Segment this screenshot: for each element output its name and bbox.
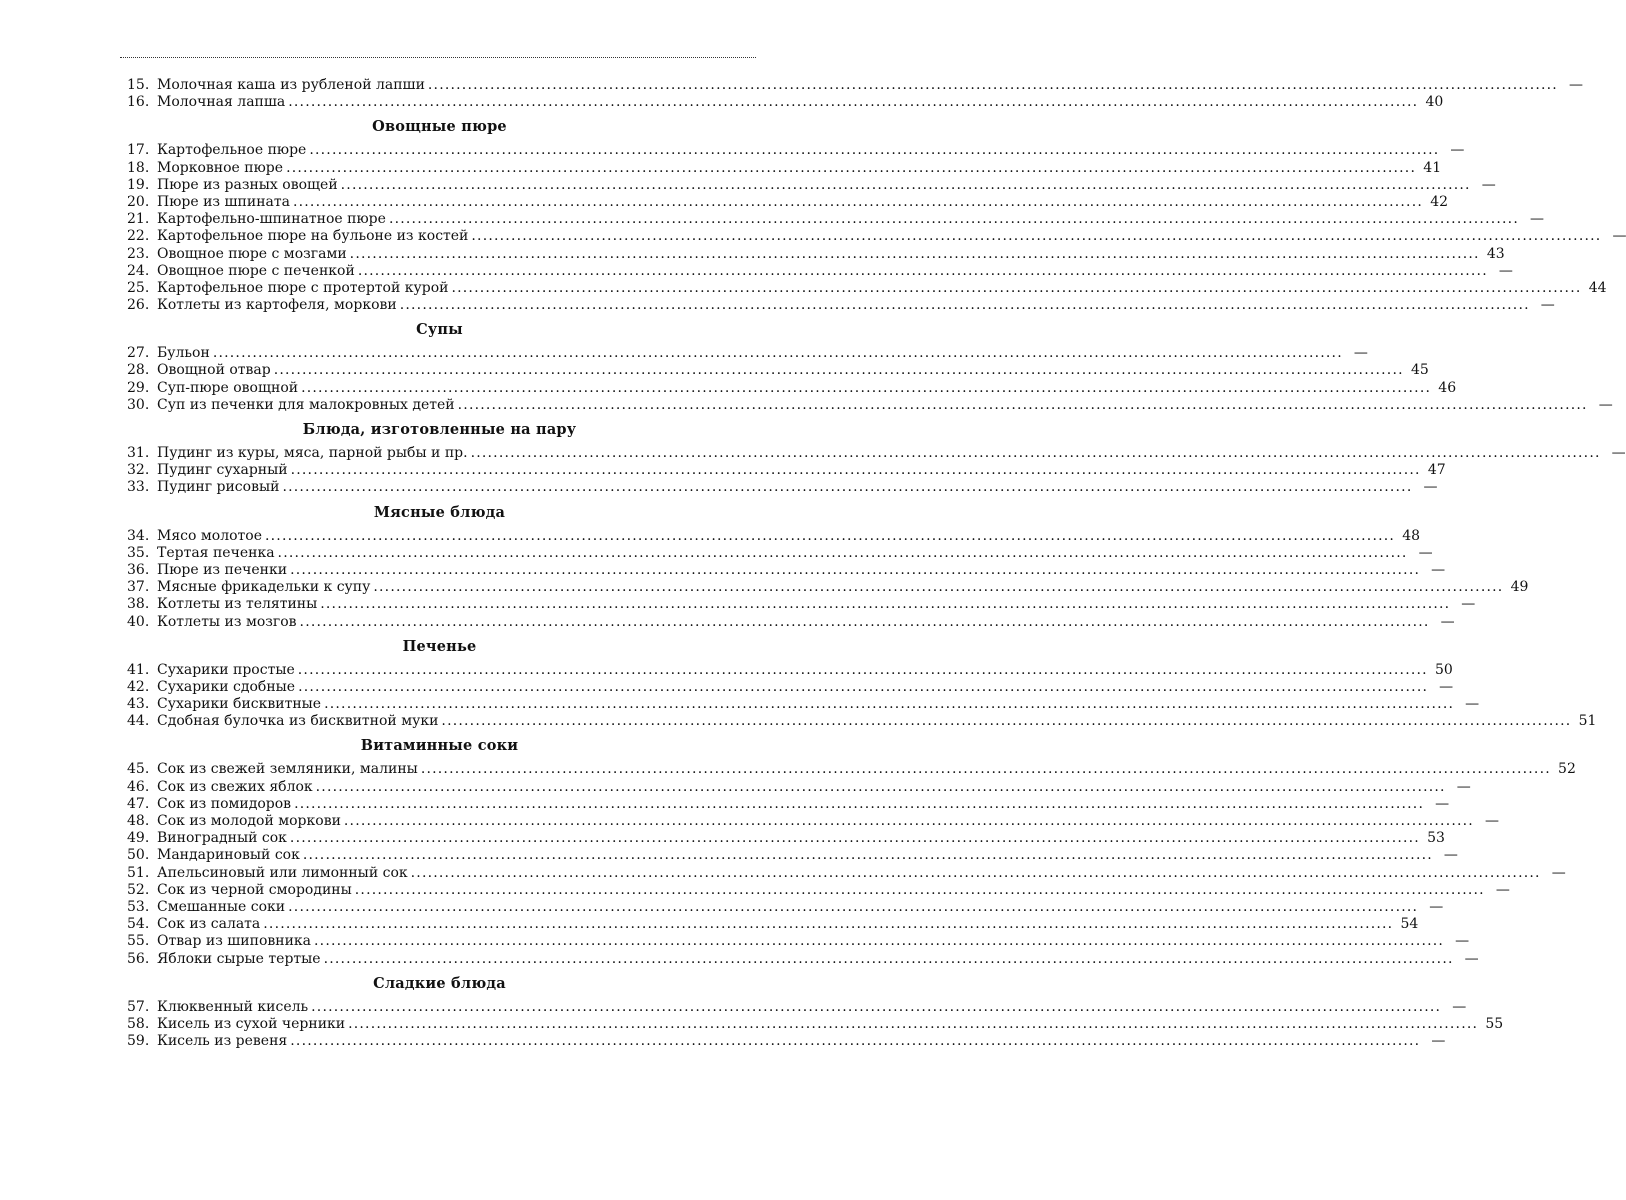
section-title: Мясные блюда: [373, 503, 506, 521]
entry-page-number: —: [1568, 77, 1583, 93]
entry-number: 43.: [127, 696, 150, 713]
entry-number: 53.: [127, 898, 150, 915]
entry-page-number: —: [1461, 596, 1476, 613]
entry-page-number: 45: [1410, 362, 1429, 379]
toc-entry: [127, 830, 1445, 847]
entry-page-number: —: [1440, 613, 1455, 630]
entry-page-number: —: [1484, 813, 1499, 829]
toc-entry: [127, 596, 1476, 613]
dot-leader: ........................................................................................................................................................................................................: [388, 211, 1519, 228]
toc-entry: [127, 445, 1626, 462]
entry-page-number: 42: [1430, 193, 1449, 210]
entry-title: Молочная каша из рубленой лапши: [157, 77, 425, 93]
toc-entry: [127, 396, 1613, 414]
entry-title: Картофельное пюре на бульоне из костей: [157, 228, 469, 245]
toc-section: [127, 637, 1597, 731]
entry-page-number: —: [1611, 445, 1626, 461]
entry-page-number: —: [1450, 142, 1465, 159]
entry-page-number: 53: [1427, 830, 1445, 847]
entry-page-number: —: [1598, 396, 1613, 413]
toc-entry: [127, 142, 1465, 159]
dot-leader: ........................................................................................................................................................................................................: [290, 561, 1421, 578]
entry-page-number: 48: [1402, 527, 1421, 544]
dot-leader: ........................................................................................................................................................................................................: [324, 696, 1455, 713]
entry-title: Пудинг из куры, мяса, парной рыбы и пр.: [157, 445, 468, 461]
entry-number: 47.: [127, 795, 150, 812]
toc-entry: [127, 613, 1455, 631]
entry-number: 22.: [127, 228, 150, 245]
entry-page-number: 55: [1485, 1015, 1504, 1032]
entry-number: 44.: [127, 713, 150, 730]
entry-title: Виноградный сок: [157, 830, 287, 847]
dot-leader: ........................................................................................................................................................................................................: [297, 661, 1428, 678]
entry-title: Картофельное пюре: [157, 142, 307, 159]
dot-leader: ........................................................................................................................................................................................................: [420, 761, 1551, 778]
dot-leader: ........................................................................................................................................................................................................: [298, 678, 1429, 695]
entry-page-number: 43: [1486, 245, 1505, 262]
entry-title: Сок из черной смородины: [157, 881, 352, 898]
toc-entry: [127, 950, 1479, 968]
entry-page-number: —: [1540, 297, 1555, 314]
entry-title: Картофельно-шпинатное пюре: [157, 211, 386, 228]
entry-title: Сухарики простые: [157, 661, 295, 678]
toc-section: [127, 117, 1626, 314]
toc-section: [127, 77, 1583, 111]
dot-leader: ........................................................................................................................................................................................................: [290, 1033, 1421, 1050]
dot-leader: ........................................................................................................................................................................................................: [309, 142, 1440, 159]
entry-number: 23.: [127, 245, 150, 262]
toc-entry: [127, 778, 1471, 796]
entry-page-number: —: [1498, 262, 1513, 279]
toc-entry: [127, 561, 1446, 579]
entry-title: Пудинг сухарный: [157, 462, 288, 479]
entry-number: 17.: [127, 142, 150, 159]
entry-page-number: —: [1464, 950, 1479, 967]
toc-entry: [127, 696, 1480, 713]
entry-number: 33.: [127, 479, 150, 496]
entry-title: Сок из свежей земляники, малины: [157, 761, 418, 778]
dot-leader: ........................................................................................................................................................................................................: [277, 544, 1408, 561]
entry-page-number: —: [1439, 678, 1454, 695]
dot-leader: ........................................................................................................................................................................................................: [292, 193, 1424, 210]
entry-number: 15.: [127, 77, 150, 93]
entry-page-number: 49: [1510, 579, 1529, 596]
entry-page-number: —: [1612, 228, 1626, 245]
entry-page-number: 54: [1400, 916, 1419, 933]
toc-section: [127, 420, 1626, 497]
entry-page-number: —: [1495, 881, 1510, 898]
entry-number: 38.: [127, 596, 150, 613]
toc-section: [127, 974, 1504, 1051]
dot-leader: ........................................................................................................................................................................................................: [294, 795, 1425, 812]
entry-page-number: —: [1455, 933, 1470, 950]
entry-page-number: 46: [1438, 379, 1457, 396]
toc-entry: [127, 228, 1626, 245]
toc-entry: [127, 245, 1505, 263]
entry-page-number: —: [1443, 847, 1458, 864]
toc-entry: [127, 847, 1458, 864]
toc-entry: [127, 881, 1510, 899]
entry-number: 58.: [127, 1015, 150, 1032]
toc-entry: [127, 898, 1444, 916]
toc-entry: [127, 527, 1421, 545]
entry-page-number: 40: [1425, 94, 1444, 111]
entry-number: 45.: [127, 761, 150, 778]
entry-page-number: 50: [1434, 661, 1453, 678]
entry-page-number: —: [1465, 696, 1480, 713]
entry-title: Котлеты из телятины: [157, 596, 318, 613]
entry-title: Мясные фрикадельки к супу: [157, 579, 371, 596]
dot-leader: ........................................................................................................................................................................................................: [299, 613, 1430, 630]
toc-entry: [127, 933, 1470, 950]
toc-entry: [127, 362, 1429, 379]
dot-leader: ........................................................................................................................................................................................................: [286, 159, 1417, 176]
entry-title: Сок из молодой моркови: [157, 813, 341, 829]
toc-entry: [127, 345, 1368, 362]
dot-leader: ........................................................................................................................................................................................................: [373, 579, 1504, 596]
entry-title: Сок из помидоров: [157, 795, 292, 812]
toc-entry: [127, 761, 1576, 778]
dot-leader: ........................................................................................................................................................................................................: [399, 297, 1530, 314]
entry-page-number: —: [1418, 544, 1433, 561]
entry-number: 32.: [127, 462, 150, 479]
entry-title: Смешанные соки: [157, 898, 286, 915]
entry-title: Кисель из ревеня: [157, 1033, 288, 1050]
section-title: Печенье: [402, 637, 477, 655]
toc-entry: [127, 211, 1544, 228]
entry-number: 49.: [127, 830, 150, 847]
toc-entry: [127, 379, 1457, 397]
entry-number: 29.: [127, 379, 150, 396]
toc-entry: [127, 159, 1442, 177]
entry-number: 24.: [127, 262, 150, 279]
toc-entry: [127, 77, 1583, 94]
entry-number: 57.: [127, 998, 150, 1015]
entry-number: 18.: [127, 159, 150, 176]
table-of-contents: [127, 77, 1626, 1050]
entry-title: Суп из печенки для малокровных детей: [157, 396, 455, 413]
entry-number: 56.: [127, 950, 150, 967]
top-dotted-rule: [120, 57, 756, 58]
entry-title: Сухарики сдобные: [157, 678, 296, 695]
entry-number: 41.: [127, 661, 150, 678]
section-title: Супы: [416, 321, 463, 339]
entry-number: 27.: [127, 345, 150, 362]
entry-number: 40.: [127, 613, 150, 630]
entry-title: Апельсиновый или лимонный сок: [157, 864, 408, 881]
dot-leader: ........................................................................................................................................................................................................: [470, 445, 1601, 461]
entry-title: Кисель из сухой черники: [157, 1015, 346, 1032]
entry-title: Сухарики бисквитные: [157, 696, 322, 713]
entry-title: Сдобная булочка из бисквитной муки: [157, 713, 439, 730]
toc-entry: [127, 998, 1467, 1016]
entry-title: Котлеты из мозгов: [157, 613, 297, 630]
entry-title: Котлеты из картофеля, моркови: [157, 297, 397, 314]
toc-entry: [127, 795, 1450, 813]
entry-number: 35.: [127, 544, 150, 561]
toc-entry: [127, 94, 1444, 111]
entry-title: Пудинг рисовый: [157, 479, 280, 496]
toc-entry: [127, 864, 1566, 882]
entry-page-number: 51: [1578, 713, 1597, 730]
entry-page-number: —: [1435, 795, 1450, 812]
dot-leader: ........................................................................................................................................................................................................: [340, 176, 1471, 193]
dot-leader: ........................................................................................................................................................................................................: [314, 933, 1445, 950]
entry-page-number: —: [1529, 211, 1544, 228]
dot-leader: ........................................................................................................................................................................................................: [323, 950, 1454, 967]
entry-title: Яблоки сырые тертые: [157, 950, 321, 967]
entry-number: 26.: [127, 297, 150, 314]
toc-section: [127, 503, 1529, 631]
toc-entry: [127, 479, 1438, 496]
toc-section: [127, 320, 1613, 414]
entry-title: Овощной отвар: [157, 362, 271, 379]
entry-number: 59.: [127, 1033, 150, 1050]
entry-number: 37.: [127, 579, 150, 596]
entry-title: Морковное пюре: [157, 159, 284, 176]
entry-number: 21.: [127, 211, 150, 228]
dot-leader: ........................................................................................................................................................................................................: [349, 245, 1480, 262]
toc-entry: [127, 916, 1419, 933]
entry-number: 20.: [127, 193, 150, 210]
dot-leader: ........................................................................................................................................................................................................: [263, 916, 1394, 933]
entry-title: Пюре из шпината: [157, 193, 290, 210]
toc-entry: [127, 176, 1496, 194]
dot-leader: ........................................................................................................................................................................................................: [457, 396, 1588, 413]
toc-entry: [127, 279, 1607, 297]
entry-title: Мандариновый сок: [157, 847, 300, 864]
entry-number: 28.: [127, 362, 150, 379]
entry-page-number: 44: [1588, 279, 1607, 296]
entry-page-number: —: [1429, 898, 1444, 915]
entry-title: Сок из салата: [157, 916, 261, 933]
dot-leader: ........................................................................................................................................................................................................: [410, 864, 1541, 881]
entry-page-number: —: [1353, 345, 1368, 362]
toc-entry: [127, 579, 1529, 596]
entry-page-number: —: [1481, 176, 1496, 193]
entry-title: Отвар из шиповника: [157, 933, 312, 950]
dot-leader: ........................................................................................................................................................................................................: [265, 527, 1396, 544]
entry-number: 52.: [127, 881, 150, 898]
entry-number: 30.: [127, 396, 150, 413]
entry-title: Пюре из печенки: [157, 561, 288, 578]
dot-leader: ........................................................................................................................................................................................................: [471, 228, 1602, 245]
entry-number: 48.: [127, 813, 150, 829]
dot-leader: ........................................................................................................................................................................................................: [427, 77, 1558, 93]
toc-entry: [127, 1015, 1504, 1033]
toc-entry: [127, 262, 1513, 280]
entry-title: Клюквенный кисель: [157, 998, 309, 1015]
entry-page-number: —: [1423, 479, 1438, 496]
section-title: Витаминные соки: [360, 737, 519, 755]
entry-number: 55.: [127, 933, 150, 950]
dot-leader: ........................................................................................................................................................................................................: [441, 713, 1572, 730]
dot-leader: ........................................................................................................................................................................................................: [311, 998, 1442, 1015]
entry-page-number: —: [1456, 778, 1471, 795]
section-title: Блюда, изготовленные на пару: [302, 421, 577, 438]
entry-number: 16.: [127, 94, 150, 111]
toc-entry: [127, 713, 1597, 730]
dot-leader: ........................................................................................................................................................................................................: [282, 479, 1413, 496]
dot-leader: ........................................................................................................................................................................................................: [451, 279, 1582, 296]
entry-page-number: 47: [1427, 462, 1446, 479]
dot-leader: ........................................................................................................................................................................................................: [302, 847, 1433, 864]
dot-leader: ........................................................................................................................................................................................................: [348, 1015, 1479, 1032]
toc-entry: [127, 678, 1454, 696]
entry-page-number: —: [1431, 561, 1446, 578]
dot-leader: ........................................................................................................................................................................................................: [320, 596, 1451, 613]
entry-number: 34.: [127, 527, 150, 544]
toc-entry: [127, 1033, 1446, 1050]
entry-title: Картофельное пюре с протертой курой: [157, 279, 449, 296]
entry-number: 50.: [127, 847, 150, 864]
dot-leader: ........................................................................................................................................................................................................: [288, 94, 1419, 111]
toc-entry: [127, 544, 1433, 562]
entry-title: Сок из свежих яблок: [157, 778, 313, 795]
entry-title: Овощное пюре с мозгами: [157, 245, 347, 262]
section-title: Сладкие блюда: [373, 974, 506, 992]
entry-number: 54.: [127, 916, 150, 933]
entry-number: 51.: [127, 864, 150, 881]
entry-title: Бульон: [157, 345, 210, 362]
entry-page-number: —: [1431, 1033, 1446, 1050]
entry-number: 36.: [127, 561, 150, 578]
entry-page-number: —: [1551, 864, 1566, 881]
entry-title: Пюре из разных овощей: [157, 176, 338, 193]
entry-number: 31.: [127, 445, 150, 461]
entry-title: Тертая печенка: [157, 544, 275, 561]
dot-leader: ........................................................................................................................................................................................................: [357, 262, 1488, 279]
dot-leader: ........................................................................................................................................................................................................: [212, 345, 1343, 362]
toc-entry: [127, 193, 1449, 211]
entry-title: Молочная лапша: [157, 94, 286, 111]
toc-entry: [127, 813, 1499, 830]
dot-leader: ........................................................................................................................................................................................................: [290, 462, 1421, 479]
entry-page-number: 52: [1558, 761, 1576, 778]
section-title: Овощные пюре: [372, 118, 507, 136]
toc-entry: [127, 297, 1555, 314]
entry-page-number: —: [1452, 998, 1467, 1015]
dot-leader: ........................................................................................................................................................................................................: [273, 362, 1404, 379]
dot-leader: ........................................................................................................................................................................................................: [288, 898, 1419, 915]
entry-number: 46.: [127, 778, 150, 795]
entry-number: 19.: [127, 176, 150, 193]
toc-entry: [127, 661, 1453, 679]
toc-entry: [127, 462, 1446, 479]
dot-leader: ........................................................................................................................................................................................................: [315, 778, 1446, 795]
entry-number: 42.: [127, 678, 150, 695]
dot-leader: ........................................................................................................................................................................................................: [289, 830, 1420, 847]
dot-leader: ........................................................................................................................................................................................................: [301, 379, 1432, 396]
entry-title: Овощное пюре с печенкой: [157, 262, 355, 279]
entry-title: Суп-пюре овощной: [157, 379, 299, 396]
dot-leader: ........................................................................................................................................................................................................: [354, 881, 1485, 898]
entry-number: 25.: [127, 279, 150, 296]
entry-title: Мясо молотое: [157, 527, 262, 544]
dot-leader: ........................................................................................................................................................................................................: [343, 813, 1474, 829]
entry-page-number: 41: [1423, 159, 1442, 176]
toc-section: [127, 736, 1576, 967]
